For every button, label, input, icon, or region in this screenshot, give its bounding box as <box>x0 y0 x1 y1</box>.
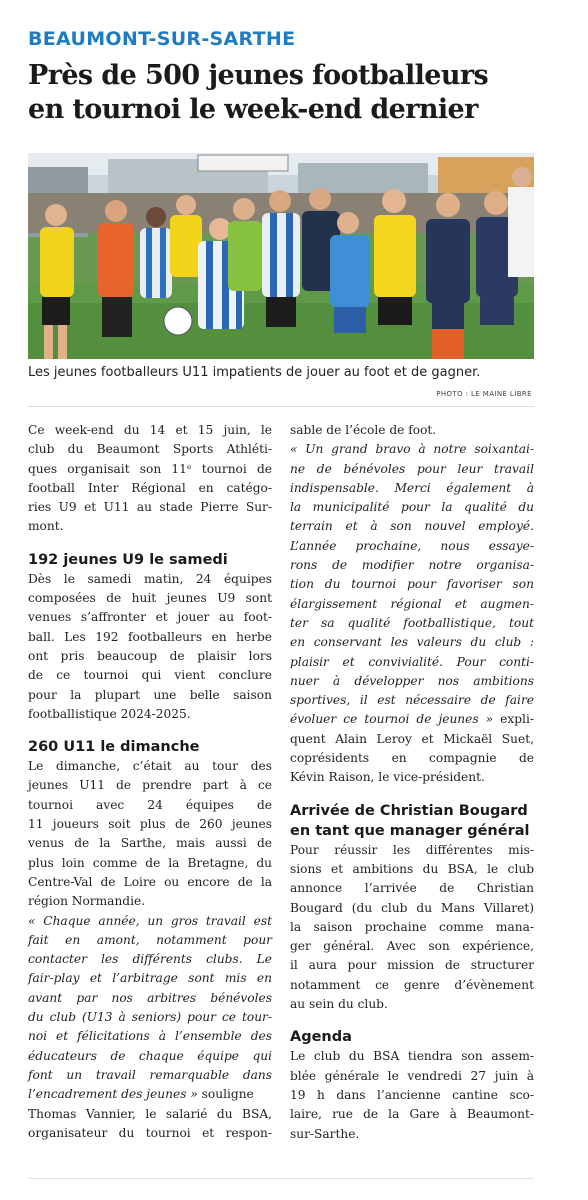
quote-line: fair-play et l’arbitrage sont mis en <box>28 971 272 986</box>
quote-line: indispensable. Merci également à <box>290 480 534 495</box>
text-line: ger général. Avec son expérience, <box>290 939 534 954</box>
text-line: sable de l’école de foot. <box>290 423 437 437</box>
section-heading-u11: 260 U11 le dimanche <box>28 739 200 756</box>
text-line: football Inter Régional en catégo- <box>28 480 272 495</box>
team-photo-illustration <box>28 153 534 359</box>
section-heading-manager-2: en tant que manager général <box>290 822 530 839</box>
text-line: jeunes U11 de prendre part à ce <box>28 778 272 793</box>
quote-line: contacter les différents clubs. Le <box>28 952 272 967</box>
article-headline <box>28 59 568 127</box>
quote-line: L’année prochaine, nous essaye- <box>290 538 534 553</box>
article-kicker: BEAUMONT-SUR-SARTHE <box>28 28 296 50</box>
quote-line: noi et félicitations à l’ensemble des <box>28 1029 272 1044</box>
quote-line: en conservant les valeurs du club : <box>290 635 534 650</box>
text-line: coprésidents en compagnie de <box>290 751 534 766</box>
text-line: footballistique 2024-2025. <box>28 706 191 721</box>
text-line: Thomas Vannier, le salarié du BSA, <box>28 1106 272 1121</box>
quote-line: « Un grand bravo à notre soixantai- <box>290 442 534 457</box>
right-column <box>290 421 534 1144</box>
quote-line: éducateurs de chaque équipe qui <box>28 1048 272 1063</box>
headline-line-2: en tournoi le week-end dernier <box>28 94 478 125</box>
quote-line: ne de bénévoles pour leur travail <box>290 461 534 476</box>
text-line: 19 h dans l’ancienne cantine sco- <box>290 1087 534 1102</box>
text-line: venues s’affronter et jouer au foot- <box>28 610 272 625</box>
text-line: Pour réussir les différentes mis- <box>290 842 534 857</box>
text-line: il aura pour mission de structurer <box>290 958 534 973</box>
text-line: Ce week-end du 14 et 15 juin, le <box>28 423 272 437</box>
quote-line: font un travail remarquable dans <box>28 1067 272 1082</box>
quote-line: plaisir et convivialité. Pour conti- <box>290 654 534 669</box>
text-line: tournoi avec 24 équipes de <box>28 797 272 812</box>
text-line: la saison prochaine comme mana- <box>290 919 534 934</box>
quote-end-roman: expli- <box>493 712 534 727</box>
text-line: ball. Les 192 footballeurs en herbe <box>28 629 272 644</box>
text-line: Le dimanche, c’était au tour des <box>28 759 272 774</box>
text-line: région Normandie. <box>28 894 146 909</box>
quote-line: la municipalité pour la qualité du <box>290 500 534 515</box>
quote-end-italic: l’encadrement des jeunes » <box>28 1087 198 1102</box>
quote-line: « Chaque année, un gros travail est <box>28 913 272 928</box>
quote-line: avant par nos arbitres bénévoles <box>28 990 272 1005</box>
quote-line: rons de modifier notre organisa- <box>290 558 534 573</box>
quote-end-italic: évoluer ce tournoi de jeunes » <box>290 712 494 727</box>
section-heading-u9: 192 jeunes U9 le samedi <box>28 551 228 568</box>
text-line: annonce l’arrivée de Christian <box>290 881 534 896</box>
quote-end-line <box>28 1085 272 1104</box>
text-line: de ce tournoi qui vient conclure <box>28 668 272 683</box>
quote-line: nuer à développer nos ambitions <box>290 673 534 688</box>
text-line: ques organisait son 11ᵉ tournoi de <box>28 461 272 476</box>
text-line: organisateur du tournoi et respon- <box>28 1125 272 1140</box>
text-line: blée générale le vendredi 27 juin à <box>290 1068 534 1083</box>
text-line: Centre-Val de Loire ou encore de la <box>28 874 272 889</box>
text-line: sions et ambitions du BSA, le club <box>290 861 534 876</box>
text-line: notamment ce genre d’évènement <box>290 977 534 992</box>
text-line: venus de la Sarthe, mais aussi de <box>28 836 272 851</box>
quote-line: ter sa qualité footballistique, tout <box>290 615 534 630</box>
photo-caption: Les jeunes footballeurs U11 impatients de jouer au foot et de gagner. <box>28 365 481 380</box>
text-line: Kévin Raison, le vice-président. <box>290 770 485 785</box>
quote-line: terrain et à son nouvel employé. <box>290 519 534 534</box>
text-line: quent Alain Leroy et Mickaël Suet, <box>290 731 534 746</box>
text-line: Bougard (du club du Mans Villaret) <box>290 900 534 915</box>
section-heading-agenda: Agenda <box>290 1029 352 1046</box>
text-line: 11 joueurs soit plus de 260 jeunes <box>28 817 272 832</box>
quote-line: du club (U13 à seniors) pour ce tour- <box>28 1010 272 1025</box>
text-line: Le club du BSA tiendra son assem- <box>290 1049 534 1064</box>
text-line: club du Beaumont Sports Athléti- <box>28 442 272 457</box>
text-line: ries U9 et U11 au stade Pierre Sur- <box>28 500 272 515</box>
text-line: plus loin comme de la Bretagne, du <box>28 855 272 870</box>
quote-line: sportives, il est nécessaire de faire <box>290 693 534 708</box>
text-line: sur-Sarthe. <box>290 1126 360 1141</box>
headline-line-1: Près de 500 jeunes footballeurs <box>28 60 489 91</box>
left-column <box>28 421 272 1143</box>
quote-line: tion du tournoi pour favoriser son <box>290 577 534 592</box>
text-line: composées de huit jeunes U9 sont <box>28 591 272 606</box>
text-line: laire, rue de la Gare à Beaumont- <box>290 1107 534 1122</box>
text-line: au sein du club. <box>290 997 388 1012</box>
caption-divider <box>28 406 534 407</box>
quote-line: élargissement régional et augmen- <box>290 596 534 611</box>
text-line: Dès le samedi matin, 24 équipes <box>28 571 272 586</box>
text-line: pour la plupart une belle saison <box>28 687 272 702</box>
quote-end-roman: souligne <box>197 1087 254 1102</box>
photo-credit: PHOTO : LE MAINE LIBRE <box>436 390 532 398</box>
text-line: ont pris beaucoup de plaisir lors <box>28 648 272 663</box>
text-line: mont. <box>28 519 64 534</box>
quote-end-line <box>290 710 534 729</box>
page-bottom-rule <box>28 1178 534 1179</box>
article-photo <box>28 153 534 359</box>
quote-line: fait en amont, notamment pour <box>28 932 272 947</box>
section-heading-manager-1: Arrivée de Christian Bougard <box>290 802 528 819</box>
